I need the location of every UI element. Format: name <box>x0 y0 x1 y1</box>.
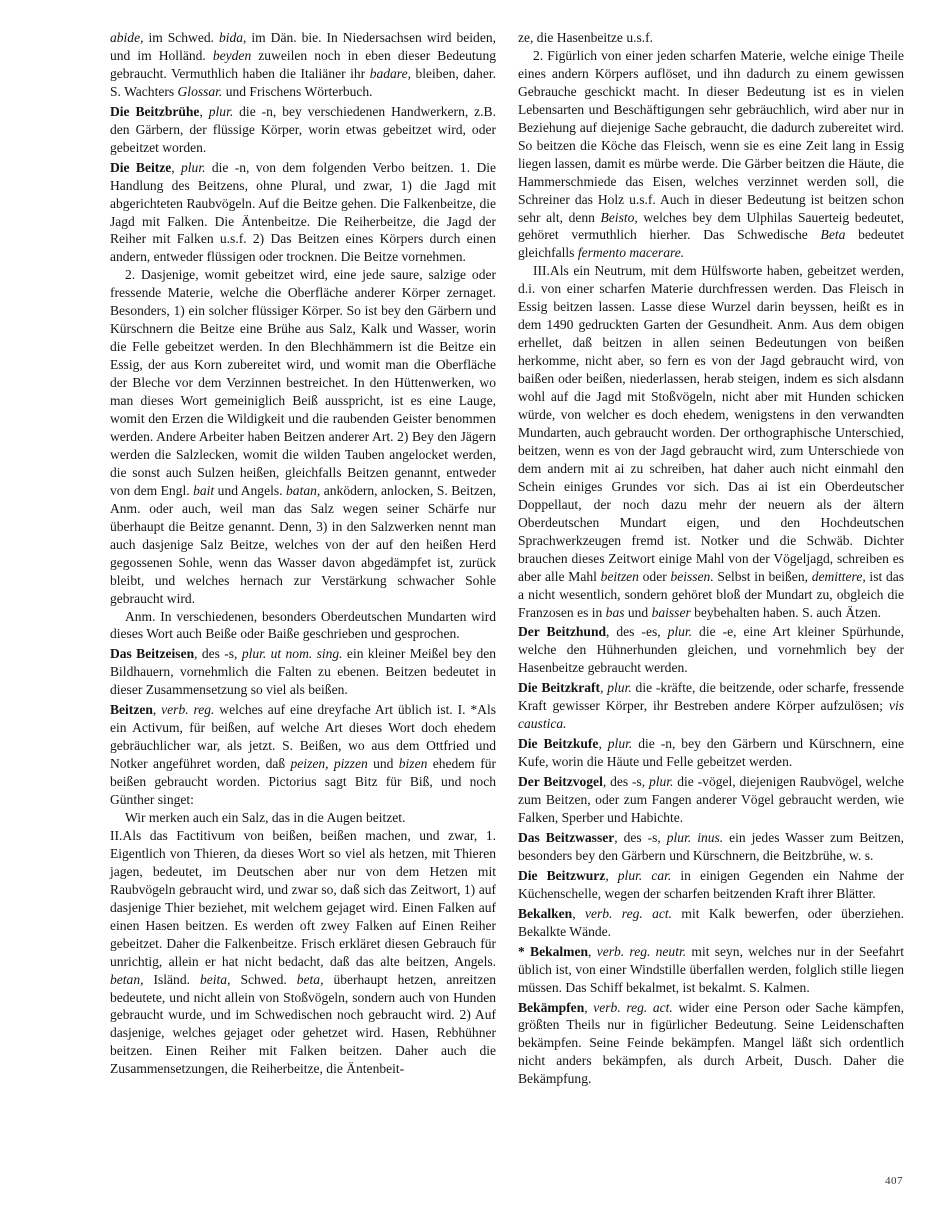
text-run: die -kräfte, die beitzende, oder scharfe, fressende Kraft gewisser Körper, ihr Bestreben andere Körper aufzulösen; <box>518 680 904 714</box>
italic-term: demittere, <box>811 568 866 584</box>
entry-paragraph <box>110 645 496 699</box>
text-run: , des -s, <box>614 829 667 845</box>
italic-term: Beta <box>820 227 846 243</box>
entry-paragraph <box>110 103 496 157</box>
italic-term: plur. <box>208 103 234 119</box>
headword: Der Beitzhund <box>518 624 607 640</box>
italic-term: verb. reg. neutr. <box>596 943 687 959</box>
text-run: ein kleiner Meißel bey den Bildhauern, vornehmlich die Falten zu ebenen. Beitzen bedeutet in dieser Zusammensetzung so viel als beißen. <box>110 646 497 698</box>
text-run: ist das a nicht wesentlich, sondern gehöret bloß der Mundart zu, obgleich die Franzosen es in <box>518 568 904 620</box>
text-run: zuweilen noch in eben dieser Bedeutung gebraucht. Vermuthlich haben die Italiäner ihr <box>110 47 496 81</box>
headword: Das Beitzeisen <box>110 646 195 662</box>
entry-paragraph <box>518 999 904 1089</box>
italic-term: plur. car. <box>617 867 672 883</box>
text-run: wider eine Person oder Sache kämpfen, größten Theils nur in figürlicher Bedeutung. Seine Leidenschaften bekämpfen. Seine Feinde bekämpfen. Mangel läßt sich ordentlich nicht anders bekämpfen, als durch Arbeit, Dusch. Daher die Bekämpfung. <box>518 999 904 1087</box>
text-run: , des -es, <box>606 624 668 640</box>
headword: Die Beitzkraft <box>518 680 601 696</box>
page-number: 407 <box>885 1175 903 1187</box>
text-run: , <box>572 905 585 921</box>
entry-paragraph <box>518 867 904 903</box>
text-run: ehedem für beißen gebraucht worden. Pictorius sagt Bitz für Biß, und noch Günther singet: <box>110 756 496 808</box>
text-run: oder <box>638 568 671 584</box>
text-run: die -vögel, diejenigen Raubvögel, welche zum Beitzen, oder zum Fangen anderer Vögel gebraucht werden, wie Falken, Sperber und Habichte. <box>518 774 905 825</box>
italic-term: plur. <box>667 624 693 640</box>
text-paragraph <box>110 827 496 1078</box>
text-run: , <box>588 943 597 959</box>
text-run: Anm. In verschiedenen, besonders Oberdeutschen Mundarten wird dieses Wort auch Beiße oder Baiße geschrieben und gesprochen. <box>110 608 496 642</box>
text-run: mit Kalk bewerfen, oder überziehen. Bekalkte Wände. <box>518 905 904 939</box>
italic-term: Glossar. <box>177 83 223 99</box>
text-run: , <box>152 702 162 718</box>
italic-term: plur. <box>607 736 633 752</box>
text-run: ein jedes Wasser zum Beitzen, besonders bey den Gärbern und Kürschnern, die Beitzbrühe, w. s. <box>518 829 904 863</box>
right-column <box>518 29 904 1088</box>
italic-term: betan, <box>110 971 144 987</box>
headword: Der Beitzvogel <box>518 774 603 790</box>
italic-term: bas <box>605 604 625 620</box>
text-run: welches bey dem Ulphilas Sauerteig bedeutet, gehöret vermuthlich hierher. Das Schwedische <box>518 209 904 243</box>
italic-term: beyden <box>212 47 252 63</box>
italic-term: Beisto, <box>600 209 638 225</box>
italic-term: beita, <box>199 971 231 987</box>
italic-term: beissen. <box>670 568 714 584</box>
text-run: und Frischens Wörterbuch. <box>222 83 373 99</box>
text-paragraph <box>110 29 496 101</box>
text-run: , <box>598 736 608 752</box>
italic-term: fermento macerare. <box>577 245 685 261</box>
text-run: III.Als ein Neutrum, mit dem Hülfsworte haben, gebeitzet werden, d.i. von einer scharfen Materie durchfressen werden. Das Fleisch in Essig beitzen lassen. Lasse diese Wurzel darin beyssen, heißt es in dem 1490 gedruckten Garten der Gesundheit. Anm. Aus dem obigen erhellet, daß beitzen in allen seinen Bedeutungen von beißen herkomme, nicht aber, so fern es von der Jagd gebraucht wird, von baißen oder beißen, niederlassen, herab steigen, indem es sich alsdann wohl auf die Jagd mit Stoßvögeln, nicht aber mit Hunden schicken würde, von welcher es doch ehedem, wenigstens in den verwandten Mundarten, auch gebraucht worden. Der orthographische Unterschied, beitzen, wenn es von der Jagd gebraucht wird, zum Unterschiede von dem andern mit ai zu schreiben, hat daher auch nicht einmahl den Schein einiges Grundes vor sich. Das ai ist ein Oberdeutscher Doppellaut, der noch dazu mehr der neuern als der ältern Oberdeutschen Mundart eigen, und den Hochdeutschen Sprachwerkzeugen fremd ist. Notker und die Schwäb. Dichter brauchen dieses Zeitwort einige Mahl von der Vögeljagd, schreiben es aber alle Mahl <box>518 263 904 584</box>
left-column <box>110 29 496 1078</box>
text-run: mit seyn, welches nur in der Seefahrt üblich ist, von einer Windstille überfallen werden, folglich stille liegen müssen. Das Schiff bekalmet, ist bekalmt. S. Kalmen. <box>518 943 904 995</box>
italic-term: plur. ut nom. sing. <box>241 646 343 662</box>
italic-term: plur. <box>607 680 632 696</box>
entry-paragraph <box>110 701 496 809</box>
text-run: anködern, anlocken, S. Beitzen, Anm. oder auch, weil man das Salz wegen seiner Schärfe nur überhaupt die Beitze genannt. Denn, 3) in den Salzwerken nennt man auch dasjenige Salz Beitze, welches von der auf den heißen Herd gegossenen Sohle, wenn das Wasser davon abgedämpfet ist, zurück bleibt, und welches hernach zur Verstärkung schwacher Sohle gebraucht wird. <box>110 482 496 606</box>
headword: Die Beitzbrühe <box>110 103 200 119</box>
text-run: Schwed. <box>230 971 297 987</box>
text-run: die -n, bey verschiedenen Handwerkern, z.B. den Gärbern, der flüssige Körper, worin etwas gebeitzet wird, oder gebeitzet worden. <box>110 103 496 155</box>
text-run: welches auf eine dreyfache Art üblich ist. I. *Als ein Activum, für beißen, auf welche Art dieses Wort doch ehedem gebräuchlicher war, als jetzt. S. Beißen, wo aus dem Ottfried und Notker angeführet worden, daß <box>110 702 496 772</box>
text-run: ze, die Hasenbeitze u.s.f. <box>518 30 654 45</box>
text-run: Selbst in beißen, <box>713 568 812 584</box>
text-run: Wir merken auch ein Salz, das in die Augen beitzet. <box>125 809 406 825</box>
text-run: im Schwed. <box>143 30 219 45</box>
text-run: , <box>199 103 209 119</box>
text-run: , <box>584 999 594 1015</box>
text-run: und <box>624 604 652 620</box>
headword: Bekämpfen <box>518 999 585 1015</box>
text-run: Isländ. <box>143 971 200 987</box>
text-paragraph <box>518 29 904 47</box>
headword: Die Beitzkufe <box>518 736 599 752</box>
text-run: bleiben, daher. S. Wachters <box>110 65 496 99</box>
italic-term: baisser <box>651 604 691 620</box>
entry-paragraph <box>110 159 496 267</box>
headword: Beitzen <box>110 702 153 718</box>
entry-paragraph <box>518 735 904 771</box>
text-run: die -e, eine Art kleiner Spürhunde, welche den Hühnerhunden gleichen, und vornehmlich bey der Hasenbeitze gebraucht werden. <box>518 624 904 676</box>
entry-paragraph <box>518 679 904 733</box>
headword: Die Beitze <box>110 159 172 175</box>
italic-term: bait <box>193 482 215 498</box>
italic-term: peizen, pizzen <box>290 756 368 772</box>
italic-term: plur. inus. <box>666 829 724 845</box>
text-run: überhaupt hetzen, anreitzen bedeutete, und nicht allein von Stoßvögeln, sondern auch von Hunden gebraucht wurde, und im Schwedischen noch gebraucht wird. 2) Auf dasjenige, welches gejaget oder gehetzet wird. Hasen, Rebhühner beitzen. Einen Reiher mit Falken beitzen. Daher auch die Zusammensetzungen, die Reiherbeitze, die Äntenbeit- <box>110 971 496 1077</box>
headword: Bekalken <box>518 905 573 921</box>
italic-term: badare, <box>369 65 411 81</box>
headword: Die Beitzwurz <box>518 867 606 883</box>
text-paragraph <box>518 262 904 621</box>
italic-term: plur. <box>181 159 206 175</box>
italic-term: beitzen <box>600 568 639 584</box>
entry-paragraph <box>518 943 904 997</box>
text-paragraph <box>110 608 496 644</box>
text-run: 2. Dasjenige, womit gebeitzet wird, eine jede saure, salzige oder fressende Materie, welche die Oberfläche anderer Körper zernaget. Besonders, 1) ein solcher flüssiger Körper. So ist bey den Gärbern und Kürschnern die Beitze eine Brühe aus Salz, Kalk und Wasser, worin die Felle gebeitzet werden. In den Blechhämmern ist die Beitze ein Essig, der aus Korn zubereitet wird, und womit man die Oberfläche der Bleche vor dem Verzinnen bestreichet. In den Hüttenwerken, wo man dieses Wort gemeiniglich Beiß ausspricht, ist es eine Lauge, womit den Erzen die Wildigkeit und die raubenden Geister benommen werden. Andere Arbeiter haben Beitzen anderer Art. 2) Bey den Jägern werden die Salzlecken, womit die wilden Tauben angelocket werden, die sonst auch Sulzen heißen, gleichfalls Beitzen genannt, entweder von dem Engl. <box>110 267 496 498</box>
entry-paragraph <box>518 773 904 827</box>
text-paragraph <box>518 47 904 262</box>
entry-paragraph <box>518 829 904 865</box>
text-run: die -n, von dem folgenden Verbo beitzen. 1. Die Handlung des Beitzens, ohne Plural, und zwar, 1) die Jagd mit abgerichteten Raubvögeln. Auf die Beitze gehen. Die Falkenbeitze, die Jagd mit Falken. Die Äntenbeitze. Die Reiherbeitze, die Jagd der Reiher mit Falken u.s.f. 2) Das Beitzen eines Körpers durch einen andern, entweder flüssigen oder trocknen. Die Beitze vornehmen. <box>110 159 497 265</box>
italic-term: verb. reg. <box>161 702 215 718</box>
italic-term: batan, <box>286 482 321 498</box>
text-run: bedeutet gleichfalls <box>518 227 904 261</box>
text-run: beybehalten haben. S. auch Ätzen. <box>690 604 882 620</box>
text-run: , <box>605 867 618 883</box>
headword: * Bekalmen <box>518 943 589 959</box>
headword: Das Beitzwasser <box>518 829 615 845</box>
entry-paragraph <box>518 905 904 941</box>
entry-paragraph <box>518 623 904 677</box>
italic-term: plur. <box>648 774 674 790</box>
italic-term: bizen <box>398 756 428 772</box>
text-run: und Angels. <box>214 482 287 498</box>
text-run: , des -s, <box>602 774 649 790</box>
text-run: in einigen Gegenden ein Nahme der Küchenschelle, wegen der scharfen beitzenden Kraft ihrer Blätter. <box>518 867 904 901</box>
text-run: im Dän. bie. In Niedersachsen wird beiden, und im Holländ. <box>110 30 496 63</box>
text-run: und <box>367 756 399 772</box>
text-run: 2. Figürlich von einer jeden scharfen Materie, welche einige Theile eines andern Körpers auflöset, und ihn dadurch zu einem gewissen Gebrauche geschickt macht. In dieser Bedeutung ist es in vielen Lebensarten und Beschäftigungen sehr gebräuchlich, wird aber nur in Beziehung auf diejenige Sache gebraucht, die dadurch zubereitet wird. So beitzen die Köche das Fleisch, wenn sie es eine Zeit lang in Essig liegen lassen, damit es mürbe werde. Die Gärber beitzen die Häute, die Hammerschmiede das Eisen, welches verzinnet werden soll, die Schreiner das Holz u.s.f. Auch in dieser Bedeutung ist beitzen schon sehr alt, denn <box>518 47 904 225</box>
italic-term: verb. reg. act. <box>584 905 673 921</box>
text-paragraph <box>110 809 496 827</box>
italic-term: bida, <box>218 30 247 45</box>
italic-term: beta, <box>296 971 324 987</box>
text-paragraph <box>110 266 496 607</box>
italic-term: abide, <box>110 30 144 45</box>
italic-term: verb. reg. act. <box>593 999 673 1015</box>
text-run: die -n, bey den Gärbern und Kürschnern, eine Kufe, worin die Häute und Felle gebeitzet werden. <box>518 736 905 770</box>
text-run: II.Als das Factitivum von beißen, beißen machen, und zwar, 1. Eigentlich von Thieren, da dieses Wort so viel als hetzen, mit Thieren jagen, bedeutet, im Deutschen aber nur von dem Hetzen mit Raubvögeln gebraucht wird, und zwar so, daß sich das Zeitwort, 1) auf dasjenige Thier beziehet, mit welchem gejaget wird. Einen Falken auf einen Hasen beitzen. Es werden oft zwey Falken auf Einen Reiher gebeitzet. Daher die Falkenbeitze. Frisch erkläret diesen Gebrauch für unrichtig, allein er hat nicht bedacht, daß das alte beitzen, Angels. <box>110 827 496 969</box>
text-run: , <box>600 680 608 696</box>
text-run: , des -s, <box>194 646 242 662</box>
text-run: , <box>171 159 182 175</box>
italic-term: vis caustica. <box>518 698 904 732</box>
